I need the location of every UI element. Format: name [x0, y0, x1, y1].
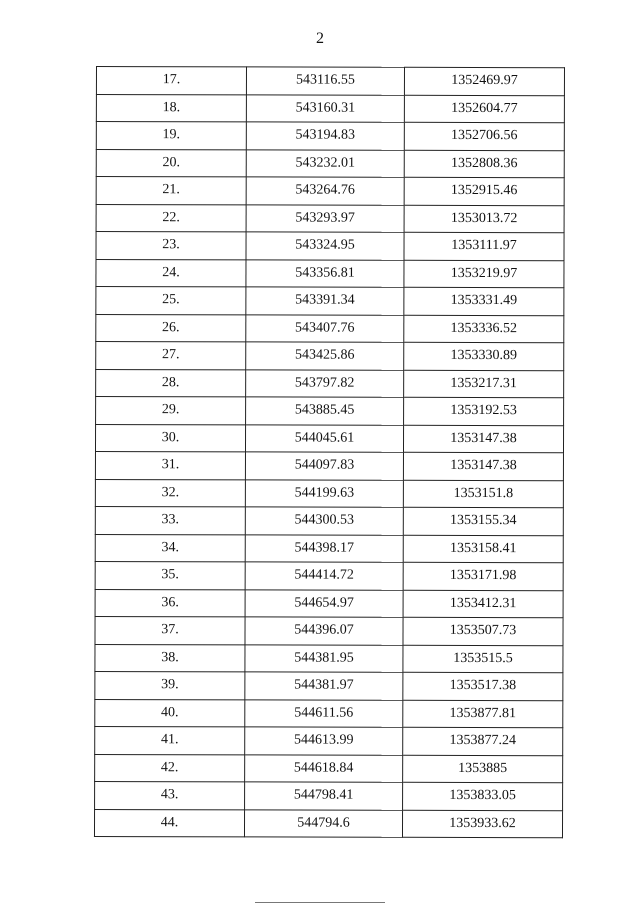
row-index-cell: 28.: [96, 369, 246, 397]
x-coordinate-cell: 544199.63: [245, 479, 403, 507]
table-row: [96, 314, 564, 343]
y-coordinate-cell: 1353171.98: [403, 562, 563, 590]
y-coordinate-cell: 1353155.34: [403, 507, 563, 535]
x-coordinate-cell: 544654.97: [245, 589, 403, 617]
y-coordinate-cell: 1353877.24: [403, 727, 563, 755]
y-coordinate-cell: 1353885: [403, 755, 563, 783]
table-row: [96, 204, 564, 233]
y-coordinate-cell: 1352808.36: [404, 150, 564, 178]
row-index-cell: 19.: [96, 122, 246, 150]
table-row: [95, 616, 563, 645]
table-row: [95, 534, 563, 563]
row-index-cell: 20.: [96, 149, 246, 177]
x-coordinate-cell: 543160.31: [246, 94, 404, 122]
x-coordinate-cell: 544396.07: [245, 617, 403, 645]
row-index-cell: 29.: [96, 397, 246, 425]
table-row: [95, 561, 563, 590]
y-coordinate-cell: 1352915.46: [404, 177, 564, 205]
row-index-cell: 37.: [95, 616, 245, 644]
y-coordinate-cell: 1352469.97: [404, 67, 564, 95]
y-coordinate-cell: 1353111.97: [404, 232, 564, 260]
table-row: [95, 671, 563, 700]
x-coordinate-cell: 543293.97: [246, 204, 404, 232]
table-row: [95, 781, 563, 810]
x-coordinate-cell: 543407.76: [246, 314, 404, 342]
x-coordinate-cell: 543356.81: [246, 259, 404, 287]
x-coordinate-cell: 544613.99: [245, 727, 403, 755]
x-coordinate-cell: 543797.82: [246, 369, 404, 397]
table-row: [95, 644, 563, 673]
x-coordinate-cell: 543264.76: [246, 177, 404, 205]
row-index-cell: 21.: [96, 177, 246, 205]
row-index-cell: 38.: [95, 644, 245, 672]
x-coordinate-cell: 543194.83: [246, 122, 404, 150]
coordinates-table: [94, 66, 565, 838]
y-coordinate-cell: 1353933.62: [402, 810, 562, 838]
table-row: [96, 369, 564, 398]
x-coordinate-cell: 544794.6: [244, 809, 402, 837]
y-coordinate-cell: 1353147.38: [403, 425, 563, 453]
table-row: [96, 287, 564, 316]
row-index-cell: 26.: [96, 314, 246, 342]
table-row: [96, 177, 564, 206]
table-row: [96, 342, 564, 371]
row-index-cell: 30.: [95, 424, 245, 452]
x-coordinate-cell: 543232.01: [246, 149, 404, 177]
y-coordinate-cell: 1353013.72: [404, 205, 564, 233]
table-row: [95, 452, 563, 481]
row-index-cell: 22.: [96, 204, 246, 232]
x-coordinate-cell: 543116.55: [246, 67, 404, 95]
y-coordinate-cell: 1353336.52: [404, 315, 564, 343]
y-coordinate-cell: 1353147.38: [403, 452, 563, 480]
x-coordinate-cell: 543391.34: [246, 287, 404, 315]
y-coordinate-cell: 1352604.77: [404, 95, 564, 123]
row-index-cell: 34.: [95, 534, 245, 562]
y-coordinate-cell: 1353192.53: [404, 397, 564, 425]
x-coordinate-cell: 543324.95: [246, 232, 404, 260]
table-row: [95, 726, 563, 755]
x-coordinate-cell: 544045.61: [245, 424, 403, 452]
x-coordinate-cell: 544300.53: [245, 507, 403, 535]
table-row: [96, 94, 564, 123]
bottom-divider: [255, 902, 385, 903]
table-row: [96, 232, 564, 261]
table-row: [96, 149, 564, 178]
y-coordinate-cell: 1353507.73: [403, 617, 563, 645]
x-coordinate-cell: 544798.41: [245, 782, 403, 810]
y-coordinate-cell: 1353217.31: [404, 370, 564, 398]
coordinates-table-body: [94, 67, 564, 838]
row-index-cell: 35.: [95, 561, 245, 589]
y-coordinate-cell: 1353330.89: [404, 342, 564, 370]
row-index-cell: 44.: [94, 809, 244, 837]
row-index-cell: 23.: [96, 232, 246, 260]
table-row: [95, 754, 563, 783]
table-row: [96, 259, 564, 288]
row-index-cell: 40.: [95, 699, 245, 727]
table-row: [95, 699, 563, 728]
y-coordinate-cell: 1353331.49: [404, 287, 564, 315]
x-coordinate-cell: 543885.45: [246, 397, 404, 425]
table-row: [96, 397, 564, 426]
table-row: [96, 67, 564, 96]
x-coordinate-cell: 544611.56: [245, 699, 403, 727]
row-index-cell: 25.: [96, 287, 246, 315]
y-coordinate-cell: 1353517.38: [403, 672, 563, 700]
y-coordinate-cell: 1353151.8: [403, 480, 563, 508]
row-index-cell: 18.: [96, 94, 246, 122]
x-coordinate-cell: 543425.86: [246, 342, 404, 370]
x-coordinate-cell: 544381.95: [245, 644, 403, 672]
page-number: 2: [316, 30, 324, 47]
x-coordinate-cell: 544381.97: [245, 672, 403, 700]
table-row: [95, 506, 563, 535]
row-index-cell: 33.: [95, 506, 245, 534]
row-index-cell: 36.: [95, 589, 245, 617]
table-row: [95, 479, 563, 508]
y-coordinate-cell: 1353877.81: [403, 700, 563, 728]
y-coordinate-cell: 1353833.05: [403, 782, 563, 810]
table-row: [95, 424, 563, 453]
table-row: [95, 589, 563, 618]
row-index-cell: 39.: [95, 671, 245, 699]
row-index-cell: 24.: [96, 259, 246, 287]
table-row: [96, 122, 564, 151]
y-coordinate-cell: 1353515.5: [403, 645, 563, 673]
row-index-cell: 32.: [95, 479, 245, 507]
row-index-cell: 17.: [96, 67, 246, 95]
row-index-cell: 43.: [95, 781, 245, 809]
row-index-cell: 31.: [95, 452, 245, 480]
y-coordinate-cell: 1353219.97: [404, 260, 564, 288]
x-coordinate-cell: 544097.83: [245, 452, 403, 480]
table-row: [94, 809, 562, 838]
row-index-cell: 42.: [95, 754, 245, 782]
row-index-cell: 41.: [95, 726, 245, 754]
y-coordinate-cell: 1353158.41: [403, 535, 563, 563]
x-coordinate-cell: 544398.17: [245, 534, 403, 562]
y-coordinate-cell: 1353412.31: [403, 590, 563, 618]
x-coordinate-cell: 544618.84: [245, 754, 403, 782]
row-index-cell: 27.: [96, 342, 246, 370]
y-coordinate-cell: 1352706.56: [404, 122, 564, 150]
x-coordinate-cell: 544414.72: [245, 562, 403, 590]
